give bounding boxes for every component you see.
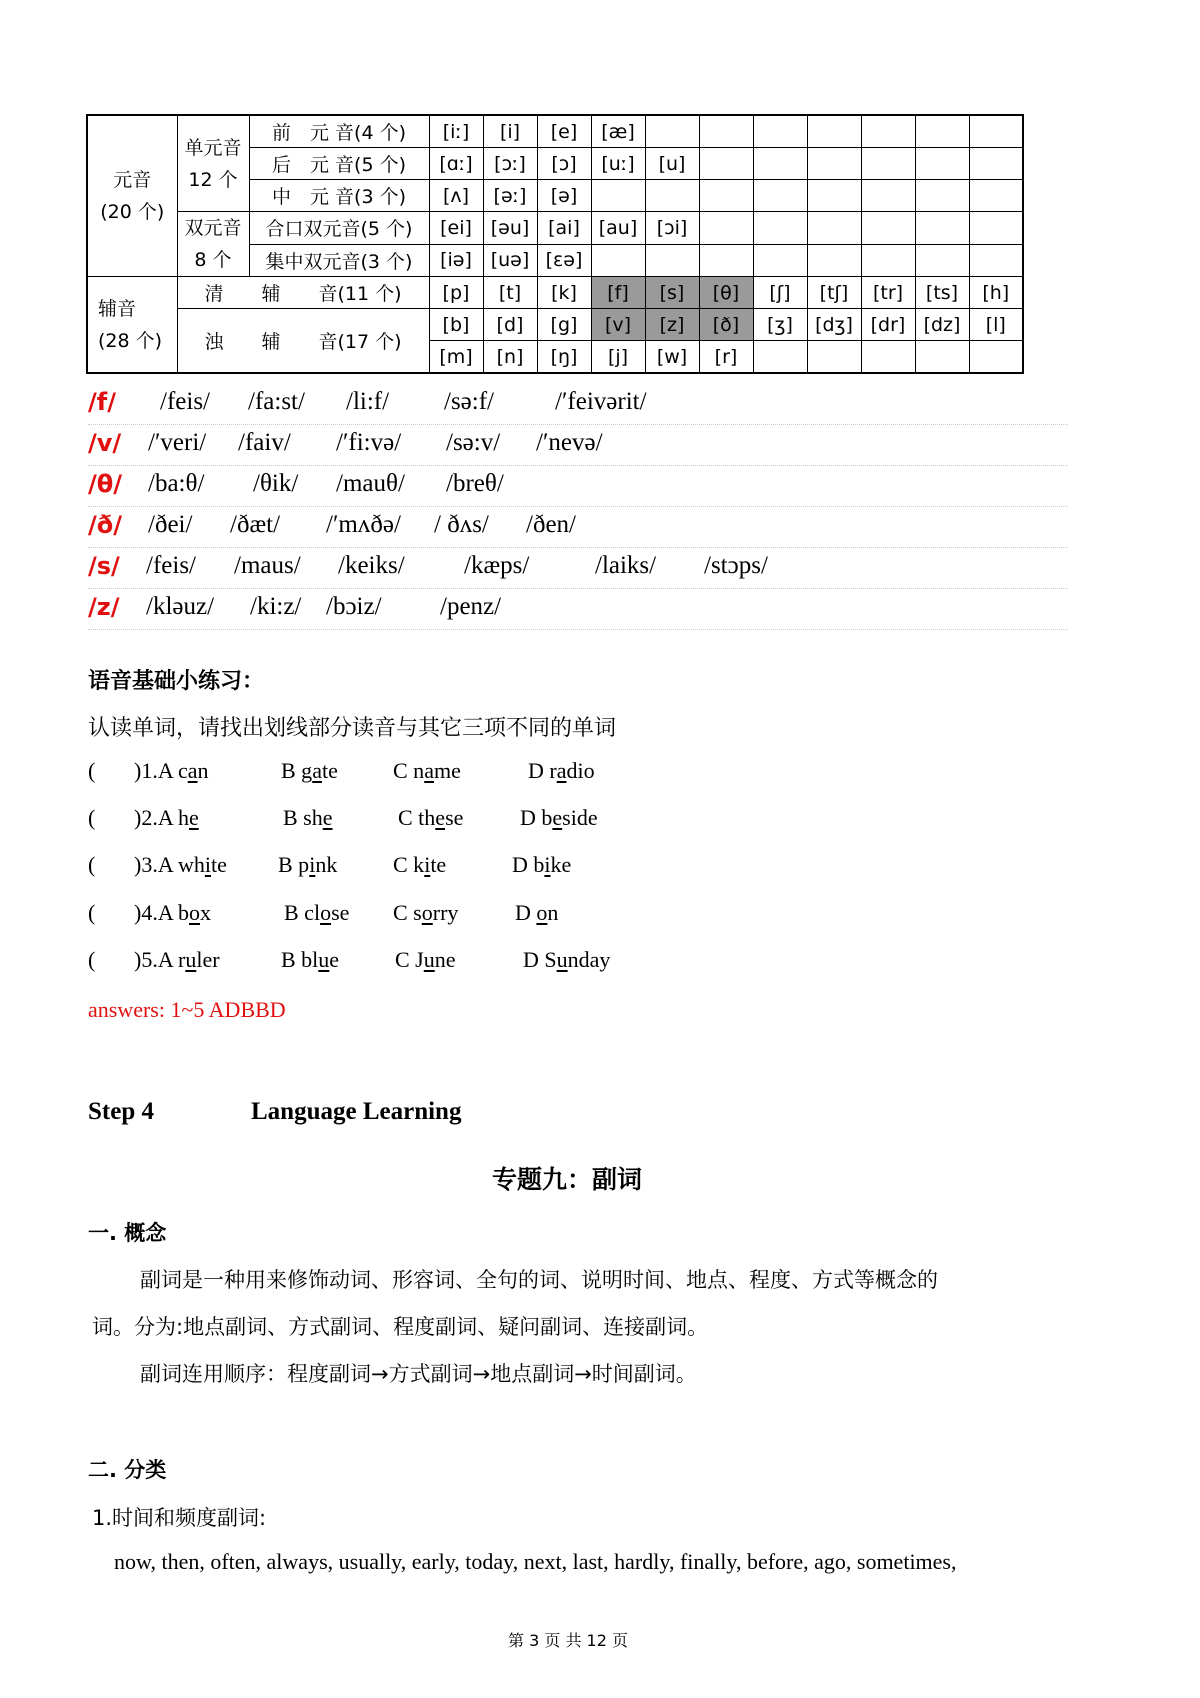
phonetic-symbol-cell: [au] (591, 212, 645, 245)
underlined-letter: o (189, 900, 200, 925)
phoneme-label: /f/ (88, 388, 116, 416)
monophthong-label (177, 115, 249, 212)
phoneme-label: /θ/ (88, 470, 123, 498)
phoneme-label: /ð/ (88, 511, 123, 539)
empty-cell (807, 180, 861, 212)
question-number: )3.A (134, 852, 178, 877)
answer-paren: ( (88, 805, 96, 830)
vowels-label-line: (20 个) (100, 201, 165, 223)
consonants-label-line: 辅音 (98, 297, 137, 320)
empty-cell (699, 244, 753, 277)
phonetic-symbol-cell: [w] (645, 341, 699, 374)
table-row (87, 309, 1023, 341)
diphthong-label-line: 8 个 (194, 249, 232, 271)
option-c (393, 852, 446, 878)
option-c (393, 758, 461, 784)
option-d (523, 947, 610, 973)
option-a (134, 805, 199, 831)
transcription-word: /li:f/ (346, 388, 390, 415)
phonetic-symbol-cell: [m] (429, 341, 483, 374)
empty-cell (645, 180, 699, 212)
option-text: C s (393, 900, 422, 925)
transcription-word: /′mʌðə/ (326, 511, 401, 538)
empty-cell (915, 180, 969, 212)
option-text: me (433, 758, 461, 783)
diphthong-label-line: 双元音 (184, 217, 242, 239)
phonetic-symbol-cell: [u] (645, 148, 699, 180)
phonetic-symbol-table (86, 114, 1024, 374)
table-row (87, 115, 1023, 148)
phonetic-symbol-cell: [dʒ] (807, 309, 861, 341)
transcription-line (88, 386, 1068, 425)
order-para: 副词连用顺序：程度副词→方式副词→地点副词→时间副词。 (140, 1362, 697, 1386)
phonetic-symbol-cell: [p] (429, 277, 483, 309)
underlined-letter: e (189, 805, 199, 830)
phonetic-symbol-cell: [k] (537, 277, 591, 309)
transcription-word: /kæps/ (464, 552, 530, 579)
phonetic-symbol-cell: [i] (483, 115, 537, 148)
page-footer: 第 3 页 共 12 页 (508, 1631, 628, 1650)
empty-cell (915, 212, 969, 245)
phoneme-label: /z/ (88, 593, 120, 621)
option-text: D b (520, 805, 553, 830)
empty-cell (753, 212, 807, 245)
underlined-letter: i (309, 852, 316, 877)
transcription-word: /′nevə/ (536, 429, 603, 456)
empty-cell (591, 244, 645, 277)
empty-cell (699, 212, 753, 245)
empty-cell (969, 341, 1023, 374)
option-text: D r (528, 758, 557, 783)
answer-blank[interactable] (88, 758, 95, 784)
empty-cell (753, 244, 807, 277)
option-text: B cl (284, 900, 321, 925)
empty-cell (861, 341, 915, 374)
phonetic-symbol-cell: [t] (483, 277, 537, 309)
empty-cell (807, 212, 861, 245)
phonetic-symbol-cell: [s] (645, 277, 699, 309)
question-number: )2.A (134, 805, 178, 830)
empty-cell (807, 148, 861, 180)
option-text: C n (393, 758, 425, 783)
option-text: wh (178, 852, 205, 877)
option-text: C J (395, 947, 424, 972)
underlined-letter: u (318, 947, 330, 972)
voiceless-label: 清 辅 音(11 个) (177, 277, 429, 309)
transcription-word: /maus/ (234, 552, 301, 579)
phonetic-symbol-cell: [ŋ] (537, 341, 591, 374)
phonetic-symbol-cell: [ɛə] (537, 244, 591, 277)
transcription-word: /keiks/ (338, 552, 405, 579)
empty-cell (861, 148, 915, 180)
transcription-line (88, 509, 1068, 548)
topic-title: 专题九：副词 (492, 1165, 643, 1194)
option-text: D (515, 900, 537, 925)
transcription-word: /feis/ (160, 388, 210, 415)
underlined-letter: a (556, 758, 567, 783)
phonetic-symbol-cell: [ð] (699, 309, 753, 341)
table-row (87, 212, 1023, 245)
phonetic-symbol-cell: [r] (699, 341, 753, 374)
option-text: se (445, 805, 464, 830)
underlined-letter: u (423, 947, 435, 972)
question-number: )1.A (134, 758, 178, 783)
option-text: te (430, 852, 447, 877)
vowels-label (87, 115, 177, 277)
option-text: nk (315, 852, 338, 877)
diphthong-label (177, 212, 249, 277)
option-text: side (562, 805, 598, 830)
empty-cell (969, 212, 1023, 245)
phonetic-symbol-cell: [ɔi] (645, 212, 699, 245)
option-text: dio (566, 758, 595, 783)
answer-blank[interactable] (88, 900, 95, 926)
answer-blank[interactable] (88, 852, 95, 878)
option-a (134, 758, 209, 784)
option-text: B p (278, 852, 310, 877)
transcription-word: /stɔps/ (704, 552, 768, 579)
underlined-letter: o (536, 900, 548, 925)
phonetic-symbol-cell: [z] (645, 309, 699, 341)
empty-cell (915, 148, 969, 180)
empty-cell (699, 148, 753, 180)
transcription-word: /breθ/ (446, 470, 504, 497)
empty-cell (969, 115, 1023, 148)
phonetic-symbol-cell: [tʃ] (807, 277, 861, 309)
option-b (283, 805, 333, 831)
phonetic-symbol-cell: [ɑː] (429, 148, 483, 180)
empty-cell (915, 115, 969, 148)
transcription-word: /faiv/ (238, 429, 291, 456)
phonetic-symbol-cell: [b] (429, 309, 483, 341)
phoneme-label: /s/ (88, 552, 120, 580)
empty-cell (861, 115, 915, 148)
empty-cell (861, 180, 915, 212)
transcription-word: /sə:f/ (444, 388, 494, 415)
option-d (520, 805, 598, 831)
answer-blank[interactable] (88, 947, 95, 973)
step-title: Language Learning (251, 1098, 462, 1125)
option-text: rry (432, 900, 459, 925)
option-text: te (211, 852, 227, 877)
empty-cell (969, 148, 1023, 180)
empty-cell (699, 180, 753, 212)
phonetic-symbol-cell: [v] (591, 309, 645, 341)
transcription-word: /penz/ (440, 593, 502, 620)
answer-blank[interactable] (88, 805, 95, 831)
underlined-letter: a (187, 758, 198, 783)
option-text: h (178, 805, 189, 830)
voiced-label: 浊 辅 音(17 个) (177, 309, 429, 374)
empty-cell (753, 180, 807, 212)
empty-cell (915, 341, 969, 374)
monophthong-label-line: 单元音 (184, 136, 242, 159)
phonetic-symbol-cell: [iː] (429, 115, 483, 148)
transcription-word: /sə:v/ (446, 429, 501, 456)
underlined-letter: u (185, 947, 197, 972)
phonetic-symbol-cell: [ʃ] (753, 277, 807, 309)
option-a (134, 947, 220, 973)
vowel-subcategory: 中 元 音(3 个) (249, 180, 429, 212)
transcription-word: /′fi:və/ (336, 429, 402, 456)
question-number: )4.A (134, 900, 178, 925)
phonetic-symbol-cell: [ʒ] (753, 309, 807, 341)
option-a (134, 852, 227, 878)
option-c (395, 947, 456, 973)
option-text: te (321, 758, 338, 783)
phoneme-label: /v/ (88, 429, 122, 457)
phonetic-symbol-cell: [dz] (915, 309, 969, 341)
answer-paren: ( (88, 758, 96, 783)
table-row (87, 277, 1023, 309)
empty-cell (753, 341, 807, 374)
empty-cell (969, 180, 1023, 212)
transcription-word: /laiks/ (595, 552, 657, 579)
underlined-letter: o (320, 900, 332, 925)
transcription-word: / ðʌs/ (434, 511, 489, 538)
phonetic-symbol-cell: [uə] (483, 244, 537, 277)
option-text: D b (512, 852, 545, 877)
transcription-line (88, 591, 1068, 630)
underlined-letter: e (435, 805, 446, 830)
vowel-subcategory: 集中双元音(3 个) (249, 244, 429, 277)
phonetic-symbol-cell: [əː] (483, 180, 537, 212)
transcription-word: /feis/ (146, 552, 196, 579)
step-number: Step 4 (88, 1098, 154, 1125)
empty-cell (807, 115, 861, 148)
underlined-letter: u (556, 947, 568, 972)
concept-para-line2: 词。分为:地点副词、方式副词、程度副词、疑问副词、连接副词。 (92, 1315, 709, 1339)
phonetic-symbol-cell: [ɔ] (537, 148, 591, 180)
consonants-label (87, 277, 177, 374)
empty-cell (807, 341, 861, 374)
empty-cell (861, 244, 915, 277)
phonetic-symbol-cell: [ts] (915, 277, 969, 309)
phonetic-symbol-cell: [l] (969, 309, 1023, 341)
option-d (515, 900, 558, 926)
option-text: B bl (281, 947, 319, 972)
option-text: n (197, 758, 209, 783)
phonetic-symbol-cell: [e] (537, 115, 591, 148)
transcription-word: /bɔiz/ (326, 593, 382, 620)
phonetic-symbol-cell: [g] (537, 309, 591, 341)
empty-cell (753, 148, 807, 180)
section1-heading: 一. 概念 (88, 1221, 167, 1245)
transcription-word: /kləuz/ (146, 593, 215, 620)
transcription-word: /ðei/ (148, 511, 193, 538)
option-text: b (178, 900, 189, 925)
transcription-word: /′veri/ (148, 429, 207, 456)
option-text: x (200, 900, 211, 925)
transcription-word: /ki:z/ (250, 593, 302, 620)
option-text: ne (434, 947, 456, 972)
phonetic-symbol-cell: [iə] (429, 244, 483, 277)
underlined-letter: i (424, 852, 431, 877)
section2-heading: 二. 分类 (88, 1458, 167, 1482)
phonetic-symbol-cell: [ai] (537, 212, 591, 245)
answers-line: answers: 1~5 ADBBD (88, 997, 286, 1022)
transcription-word: /ðæt/ (230, 511, 281, 538)
phonetic-symbol-cell: [ə] (537, 180, 591, 212)
option-c (398, 805, 463, 831)
concept-para-line1: 副词是一种用来修饰动词、形容词、全句的词、说明时间、地点、程度、方式等概念的 (140, 1268, 938, 1292)
option-text: B g (281, 758, 313, 783)
option-c (393, 900, 458, 926)
adverb-word-list: now, then, often, always, usually, early, today, next, last, hardly, finally, before, ago, sometimes, (114, 1549, 957, 1574)
answer-paren: ( (88, 852, 96, 877)
option-text: nday (567, 947, 611, 972)
underlined-letter: o (421, 900, 433, 925)
option-text: ke (550, 852, 572, 877)
monophthong-label-line: 12 个 (188, 168, 238, 191)
time-frequency-heading: 1.时间和频度副词: (92, 1506, 267, 1530)
option-a (134, 900, 211, 926)
phonetic-symbol-cell: [dr] (861, 309, 915, 341)
empty-cell (645, 115, 699, 148)
option-b (281, 947, 339, 973)
option-text: C th (398, 805, 436, 830)
transcription-line (88, 550, 1068, 589)
option-d (528, 758, 595, 784)
empty-cell (591, 180, 645, 212)
option-text: n (547, 900, 559, 925)
underlined-letter: e (322, 805, 333, 830)
transcription-word: /ba:θ/ (148, 470, 205, 497)
transcription-word: /θik/ (253, 470, 299, 497)
vowel-subcategory: 后 元 音(5 个) (249, 148, 429, 180)
transcription-line (88, 427, 1068, 466)
empty-cell (645, 244, 699, 277)
phonetic-symbol-cell: [θ] (699, 277, 753, 309)
phonetic-symbol-cell: [əu] (483, 212, 537, 245)
vowel-subcategory: 前 元 音(4 个) (249, 115, 429, 148)
empty-cell (861, 212, 915, 245)
empty-cell (753, 115, 807, 148)
option-d (512, 852, 571, 878)
phonetic-symbol-cell: [uː] (591, 148, 645, 180)
exercise-title: 语音基础小练习： (88, 669, 265, 694)
underlined-letter: i (204, 852, 212, 877)
vowels-label-line: 元音 (113, 169, 152, 191)
option-text: r (178, 947, 186, 972)
phonetic-symbol-cell: [n] (483, 341, 537, 374)
answer-paren: ( (88, 900, 96, 925)
question-number: )5.A (134, 947, 178, 972)
consonants-label-line: (28 个) (98, 329, 163, 352)
phonetic-symbol-cell: [f] (591, 277, 645, 309)
option-b (278, 852, 337, 878)
option-text: se (331, 900, 350, 925)
transcription-word: /mauθ/ (336, 470, 405, 497)
exercise-instruction: 认读单词，请找出划线部分读音与其它三项不同的单词 (88, 716, 617, 741)
phonetic-symbol-cell: [d] (483, 309, 537, 341)
answer-paren: ( (88, 947, 96, 972)
phonetic-symbol-cell: [æ] (591, 115, 645, 148)
underlined-letter: a (424, 758, 434, 783)
transcription-word: /fa:st/ (248, 388, 305, 415)
empty-cell (807, 244, 861, 277)
option-b (284, 900, 349, 926)
option-text: c (178, 758, 188, 783)
phonetic-symbol-cell: [tr] (861, 277, 915, 309)
phonetic-symbol-cell: [h] (969, 277, 1023, 309)
option-text: ler (196, 947, 220, 972)
phonetic-symbol-cell: [ei] (429, 212, 483, 245)
transcription-word: /ðen/ (526, 511, 576, 538)
option-text: D S (523, 947, 557, 972)
empty-cell (969, 244, 1023, 277)
underlined-letter: i (544, 852, 551, 877)
phonetic-symbol-cell: [ɔː] (483, 148, 537, 180)
option-text: C k (393, 852, 425, 877)
transcription-word: /′feivərit/ (555, 388, 647, 415)
transcription-line (88, 468, 1068, 507)
option-text: e (329, 947, 340, 972)
empty-cell (915, 244, 969, 277)
phonetic-symbol-cell: [ʌ] (429, 180, 483, 212)
option-text: B sh (283, 805, 323, 830)
option-b (281, 758, 338, 784)
empty-cell (699, 115, 753, 148)
phonetic-symbol-cell: [j] (591, 341, 645, 374)
underlined-letter: a (312, 758, 322, 783)
underlined-letter: e (552, 805, 563, 830)
vowel-subcategory: 合口双元音(5 个) (249, 212, 429, 245)
